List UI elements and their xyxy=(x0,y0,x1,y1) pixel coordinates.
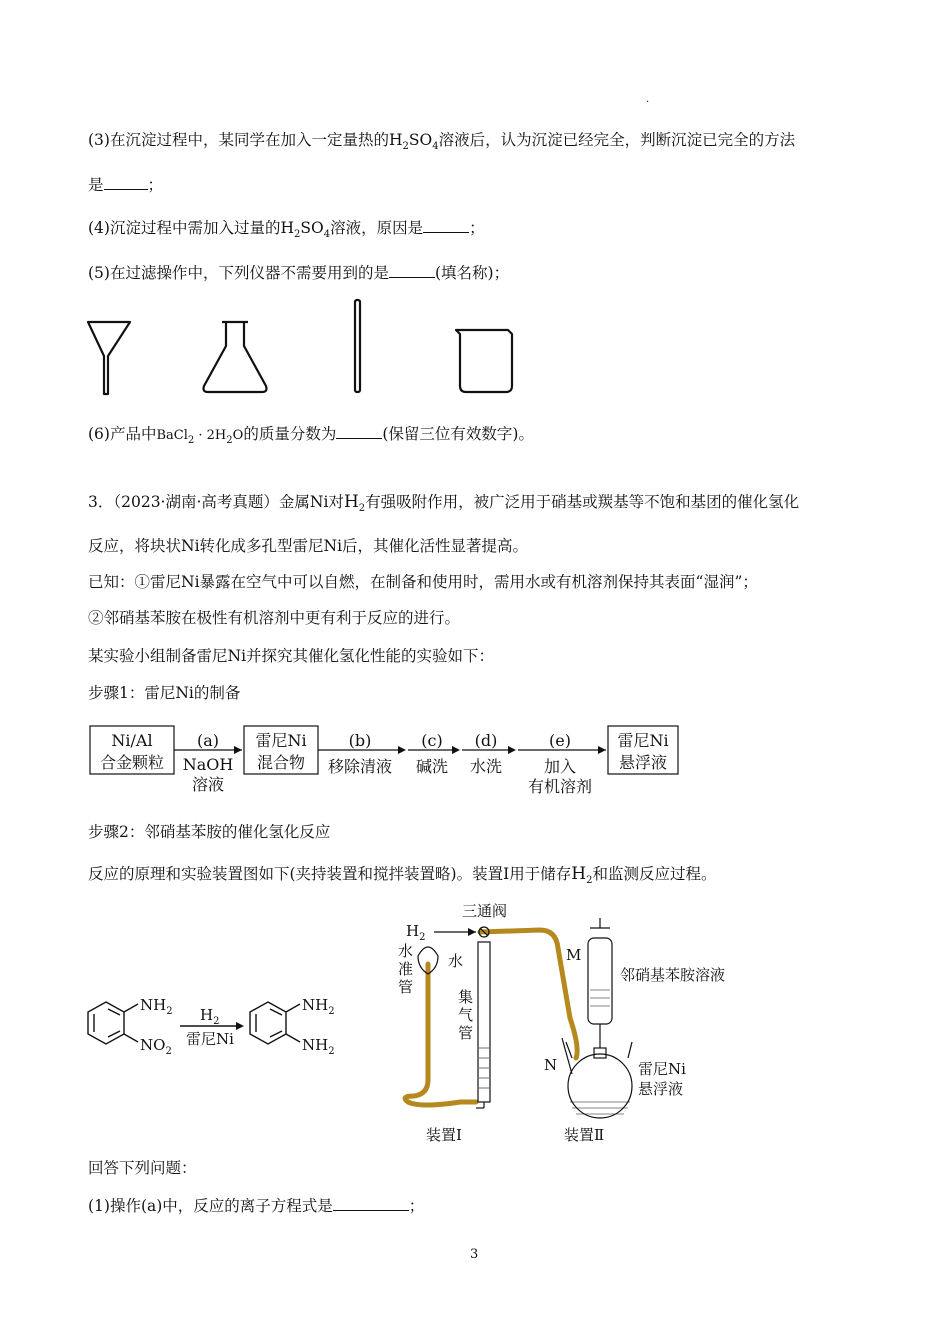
p3-text: 3．（2023·湖南·高考真题）金属Ni对 xyxy=(88,493,344,511)
glassware-figure xyxy=(84,298,524,398)
reaction-scheme xyxy=(86,990,366,1070)
gas-tube-label: 管 xyxy=(458,1024,474,1042)
flow-b-op: 移除清液 xyxy=(327,757,393,776)
q4-chem: H xyxy=(280,219,294,237)
glass-rod-icon xyxy=(355,300,360,392)
page-mark: . xyxy=(646,94,650,105)
beaker-icon xyxy=(456,330,512,392)
flow-d-op: 水洗 xyxy=(469,757,503,776)
flow-c-op: 碱洗 xyxy=(415,757,449,776)
apparatus-diagram xyxy=(390,898,770,1148)
flow-d-label: (d) xyxy=(474,731,498,750)
q1-end: ； xyxy=(408,1197,425,1215)
p3-text: 反应的原理和实验装置图如下(夹持装置和搅拌装置略)。装置Ⅰ用于储存 xyxy=(88,865,572,883)
flow-box3-line2: 悬浮液 xyxy=(618,753,668,772)
gas-tube-label: 气 xyxy=(458,1006,474,1024)
flow-box1-line2: 合金颗粒 xyxy=(99,753,165,772)
h2-reagent: $H_2$ xyxy=(200,1006,220,1027)
flow-e-op: 加入 xyxy=(543,757,577,776)
flow-box2-line1: 雷尼Ni xyxy=(255,731,307,750)
p3-text: 有强吸附作用，被广泛用于硝基或羰基等不饱和基团的催化氢化 xyxy=(365,493,800,511)
answer-blank[interactable] xyxy=(333,1196,409,1211)
h2-inlet-label: $H_2$ xyxy=(406,922,426,943)
q3-cont: 是 xyxy=(88,176,104,194)
q6-chem: BaCl xyxy=(156,428,188,443)
q4-text: 溶液，原因是 xyxy=(330,219,424,237)
label-m: M xyxy=(566,946,582,964)
device-2-label: 装置Ⅱ xyxy=(564,1126,605,1144)
q6-sub: 2 xyxy=(226,435,233,447)
q6-chem: · 2H xyxy=(194,428,227,443)
known-condition-2: ②邻硝基苯胺在极性有机溶剂中更有利于反应的进行。 xyxy=(88,609,461,627)
flow-a-label: (a) xyxy=(196,731,220,750)
q4-sub: 2 xyxy=(294,229,301,241)
q3-sub: 4 xyxy=(432,141,439,153)
q3-chem: H xyxy=(388,131,403,149)
q3-chem: SO xyxy=(408,131,433,149)
q6-text: (6)产品中 xyxy=(88,425,157,443)
question-4 xyxy=(88,218,485,245)
q4-end: ； xyxy=(469,219,485,237)
water-tube-label: 水 xyxy=(398,942,414,960)
question-3-1 xyxy=(88,1196,424,1216)
p3-text: 和监测反应过程。 xyxy=(592,865,717,883)
funnel-icon xyxy=(88,322,130,394)
reaction-principle xyxy=(88,864,716,891)
q6-text: 的质量分数为 xyxy=(243,425,337,443)
label-n: N xyxy=(544,1056,558,1074)
nh2-group: $NH_2$ xyxy=(302,996,335,1017)
water-tube-label: 准 xyxy=(398,960,414,978)
answer-intro: 回答下列问题： xyxy=(88,1159,197,1177)
question-5 xyxy=(88,263,509,283)
step-2-title: 步骤2：邻硝基苯胺的催化氢化反应 xyxy=(88,823,331,841)
q5-text: (5)在过滤操作中，下列仪器不需要用到的是 xyxy=(88,264,389,282)
problem-3-line1 xyxy=(88,492,799,519)
erlenmeyer-flask-icon xyxy=(204,322,267,392)
flow-chart xyxy=(88,722,688,802)
p3-sub: 2 xyxy=(586,875,593,887)
three-way-valve-label: 三通阀 xyxy=(462,902,508,920)
dropping-funnel xyxy=(588,938,612,1024)
question-3-cont xyxy=(88,175,163,195)
suspension-label: 悬浮液 xyxy=(638,1080,684,1098)
flow-e-op: 有机溶剂 xyxy=(527,777,593,796)
p3-chem: H xyxy=(571,864,587,884)
answer-blank[interactable] xyxy=(389,263,435,278)
q4-chem: SO xyxy=(300,219,324,237)
q5-end: (填名称)； xyxy=(434,264,510,282)
flow-c-label: (c) xyxy=(421,731,443,750)
flow-box2-line2: 混合物 xyxy=(256,753,306,772)
q3-end: ； xyxy=(147,176,164,194)
suspension-label: 雷尼Ni xyxy=(638,1060,686,1078)
problem-3-line2: 反应，将块状Ni转化成多孔型雷尼Ni后，其催化活性显著提高。 xyxy=(88,537,529,555)
question-6 xyxy=(88,424,534,451)
nh2-group: $NH_2$ xyxy=(140,996,173,1017)
q1-text: (1)操作(a)中，反应的离子方程式是 xyxy=(88,1197,333,1215)
flow-b-label: (b) xyxy=(348,731,372,750)
q6-sub: 2 xyxy=(187,435,195,447)
flow-box3-line1: 雷尼Ni xyxy=(617,731,669,750)
q3-sub: 2 xyxy=(402,141,409,153)
question-3 xyxy=(88,130,795,157)
p3-sub: 2 xyxy=(358,503,366,515)
step-1-title: 步骤1：雷尼Ni的制备 xyxy=(88,684,241,702)
q3-text: (3)在沉淀过程中，某同学在加入一定量热的 xyxy=(88,131,389,149)
flow-e-label: (e) xyxy=(549,731,571,750)
water-tube-label: 管 xyxy=(398,978,414,996)
experiment-intro: 某实验小组制备雷尼Ni并探究其催化氢化性能的实验如下： xyxy=(88,647,495,665)
no2-group: $NO_2$ xyxy=(140,1036,172,1057)
catalyst-label: 雷尼Ni xyxy=(186,1030,234,1048)
flow-box1-line1: Ni/Al xyxy=(111,731,153,750)
q4-text: (4)沉淀过程中需加入过量的 xyxy=(88,219,281,237)
q6-end: (保留三位有效数字)。 xyxy=(382,425,534,443)
q6-chem: O xyxy=(232,428,244,443)
answer-blank[interactable] xyxy=(423,218,469,233)
gas-tube-label: 集 xyxy=(458,988,474,1006)
flow-a-reagent: 溶液 xyxy=(191,775,225,794)
solution-label: 邻硝基苯胺溶液 xyxy=(620,966,726,984)
answer-blank[interactable] xyxy=(336,424,382,439)
water-label: 水 xyxy=(448,952,464,970)
q3-text: 溶液后，认为沉淀已经完全，判断沉淀已完全的方法 xyxy=(438,131,796,149)
answer-blank[interactable] xyxy=(104,175,148,190)
nh2-group: $NH_2$ xyxy=(302,1036,335,1057)
three-neck-flask xyxy=(568,1054,632,1118)
flow-a-reagent: NaOH xyxy=(182,755,234,774)
known-condition-1: 已知：①雷尼Ni暴露在空气中可以自燃，在制备和使用时，需用水或有机溶剂保持其表面“湿润”； xyxy=(88,573,758,591)
p3-chem: H xyxy=(343,492,359,512)
device-1-label: 装置Ⅰ xyxy=(426,1126,462,1144)
page-number: 3 xyxy=(470,1247,479,1262)
q4-sub: 4 xyxy=(323,229,331,241)
